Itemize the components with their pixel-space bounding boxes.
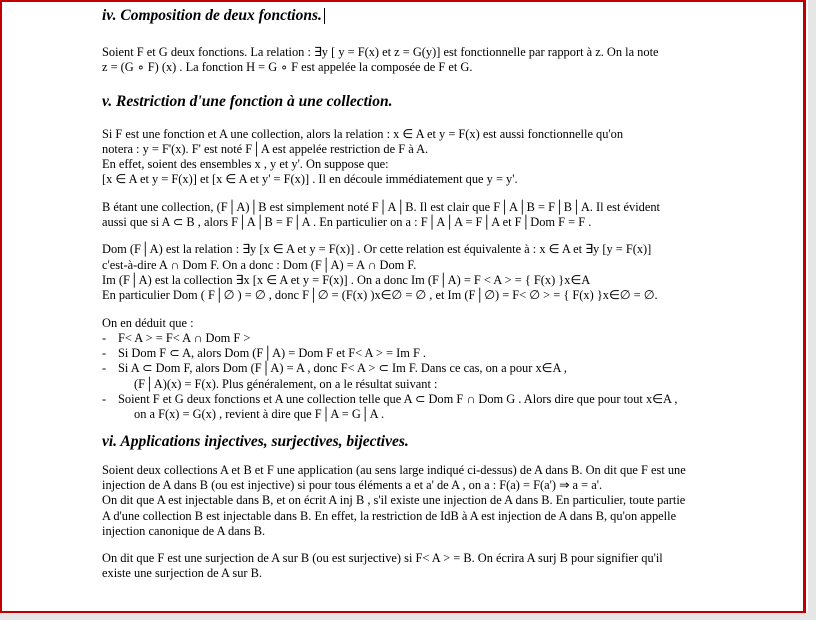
section-vi-para1-line-4: A d'une collection B est injectable dans B. En effet, la restriction de IdB à A est injection de A dans B, qu'on appelle	[102, 508, 677, 523]
horizontal-scrollbar[interactable]	[0, 613, 808, 620]
section-v-deduce: On en déduit que :	[102, 315, 194, 330]
section-vi-para1-line-2: injection de A dans B (ou est injective) si pour tous éléments a et a' de A , on a : F(a) = F(a') ⇒ a = a'.	[102, 477, 603, 492]
text-cursor	[324, 8, 325, 24]
section-vi-para1-line-5: injection canonique de A dans B.	[102, 523, 266, 538]
section-v-para1-line-2: notera : y = F'(x). F' est noté F│A est appelée restriction de F à A.	[102, 141, 429, 156]
bullet-item-2: - Si Dom F ⊂ A, alors Dom (F│A) = Dom F et F< A > = Im F .	[118, 346, 762, 361]
vertical-scrollbar[interactable]	[808, 0, 816, 620]
section-v-para3-line-1: Dom (F│A) est la relation : ∃y [x ∈ A et y = F(x)] . Or cette relation est équivalente à : x ∈ A et ∃y [y = F(x)]	[102, 242, 652, 257]
section-v-para3-line-4: En particulier Dom ( F│∅ ) = ∅ , donc F│∅ = (F(x) )x∈∅ = ∅ , et Im (F│∅) = F< ∅ > = { F(x) }x∈∅ = ∅.	[102, 288, 658, 303]
section-v-para1-line-4: [x ∈ A et y = F(x)] et [x ∈ A et y' = F(x)] . Il en découle immédiatement que y = y'.	[102, 172, 518, 187]
section-v-para1-line-1: Si F est une fonction et A une collection, alors la relation : x ∈ A et y = F(x) est aussi fonctionnelle qu'on	[102, 126, 624, 141]
section-v-bullets	[102, 331, 762, 423]
section-vi-para2-line-2: existe une surjection de A sur B.	[102, 566, 263, 581]
bullet-item-3: - Si A ⊂ Dom F, alors Dom (F│A) = A , donc F< A > ⊂ Im F. Dans ce cas, on a pour x∈A , (F│A)(x) = F(x). Plus généralement, on a le résultat suivant :	[118, 361, 762, 392]
section-v-para2-line-2: aussi que si A ⊂ B , alors F│A│B = F│A . En particulier on a : F│A│A = F│A et F│Dom F = F .	[102, 215, 592, 230]
section-v-para3-line-3: Im (F│A) est la collection ∃x [x ∈ A et y = F(x)] . On a donc Im (F│A) = F < A > = { F(x) }x∈A	[102, 272, 591, 287]
section-iv-line-1: Soient F et G deux fonctions. La relation : ∃y [ y = F(x) et z = G(y)] est fonctionnelle par rapport à z. On la note	[102, 45, 659, 59]
section-v-title: v. Restriction d'une fonction à une collection.	[102, 92, 393, 110]
document-page	[102, 2, 762, 582]
section-vi-title: vi. Applications injectives, surjectives, bijectives.	[102, 432, 409, 450]
bullet-item-3-cont: (F│A)(x) = F(x). Plus généralement, on a le résultat suivant :	[134, 376, 438, 391]
section-iv-title: iv. Composition de deux fonctions.	[102, 5, 762, 27]
section-v-para2-line-1: B étant une collection, (F│A)│B est simplement noté F│A│B. Il est clair que F│A│B = F│B│A. Il est évident	[102, 199, 660, 214]
section-v-para1-line-3: En effet, soient des ensembles x , y et y'. On suppose que:	[102, 157, 389, 172]
section-vi-para2-line-1: On dit que F est une surjection de A sur B (ou est surjective) si F< A > = B. On écrira A surj B pour signifier qu'il	[102, 551, 663, 566]
section-vi-para1-line-1: Soient deux collections A et B et F une application (au sens large indiqué ci-dessus) de A dans B. On dit que F est une	[102, 462, 686, 477]
section-iv-line-2: z = (G ∘ F) (x) . La fonction H = G ∘ F est appelée la composée de F et G.	[102, 60, 473, 75]
bullet-item-1: - F< A > = F< A ∩ Dom F >	[118, 331, 762, 346]
section-v-para3-line-2: c'est-à-dire A ∩ Dom F. On a donc : Dom (F│A) = A ∩ Dom F.	[102, 257, 417, 272]
bullet-item-4-cont: on a F(x) = G(x) , revient à dire que F│A = G│A .	[134, 407, 385, 422]
bullet-item-4: - Soient F et G deux fonctions et A une collection telle que A ⊂ Dom F ∩ Dom G . Alors dire que pour tout x∈A , on a F(x) = G(x) , revient à dire que F│A = G│A .	[118, 392, 762, 423]
section-vi-para1-line-3: On dit que A est injectable dans B, et on écrit A inj B , s'il existe une injection de A dans B. En particulier, toute partie	[102, 493, 686, 508]
